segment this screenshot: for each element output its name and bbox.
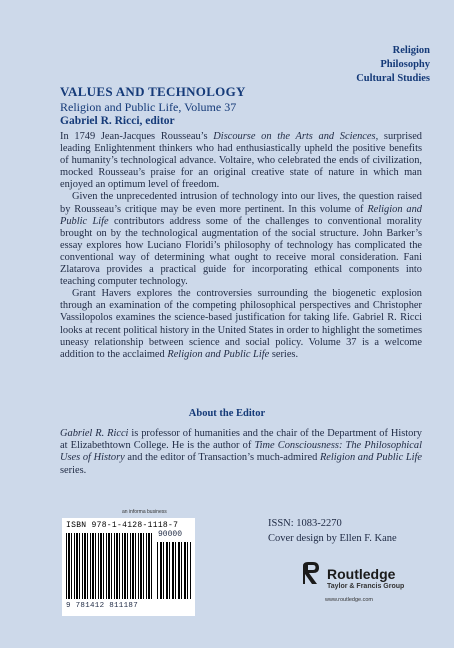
barcode-addon-bars xyxy=(157,542,191,599)
publisher-tagline: Taylor & Francis Group xyxy=(327,583,405,590)
book-editor: Gabriel R. Ricci, editor xyxy=(60,115,175,127)
p1-text-c: , surprised leading Enlightenment thinkers who had enthusiastically upheld the positive benefits of humanity’s technological advance. Voltaire, who celebrated the ends of civilization, mocked Rousseau’s praise for an original creative state of nature in which man enjoyed an optimum level of freedom. xyxy=(60,131,422,191)
paragraph-1 xyxy=(60,131,422,191)
p2-italic-title: Religion and Public Life xyxy=(60,203,422,227)
issn: ISSN: 1083-2270 xyxy=(268,518,342,529)
p3-text-c: series. xyxy=(269,348,299,360)
p3-text-a: Grant Havers explores the controversies surrounding the biogenetic explosion through an examination of the competing philosophical perspectives and Christopher Vassilopolos examines the science-based justification for taking life. Gabriel R. Ricci looks at recent political history in the United States in order to highlight the sometimes uneasy relationship between science and social policy. Volume 37 is a welcome addition to the acclaimed xyxy=(60,288,422,360)
about-book-title: Time Consciousness: The Philosophical Uses of History xyxy=(60,440,423,464)
barcode-bars xyxy=(66,533,154,599)
about-editor-text xyxy=(60,428,422,477)
category-religion: Religion xyxy=(392,45,430,56)
p2-text-a: Given the unprecedented intrusion of technology into our lives, the question raised by Rousseau’s critique may be even more pertinent. In this volume of xyxy=(60,191,422,215)
p2-text-c: contributors address some of the challenges to conventional morality brought on by the technological augmentation of the social structure. John Barker’s essay explores how Luciano Floridi’s philosophy of technology has complicated the conventional way of determining what ought to receive moral consideration. Fani Zlatarova provides a practical guide for incorporating ethical components into teaching computer technology. xyxy=(60,215,423,288)
p3-italic-title: Religion and Public Life xyxy=(167,348,270,360)
routledge-logo-icon xyxy=(300,560,322,586)
category-philosophy: Philosophy xyxy=(380,59,430,70)
about-text-f: series. xyxy=(60,464,87,476)
paragraph-3 xyxy=(60,288,422,361)
about-series-title: Religion and Public Life xyxy=(319,452,422,464)
informa-label: an informa business xyxy=(122,509,167,515)
about-name: Gabriel R. Ricci xyxy=(60,428,129,439)
about-editor-heading: About the Editor xyxy=(188,408,266,419)
cover-design-credit: Cover design by Ellen F. Kane xyxy=(268,533,397,544)
p1-italic-title: Discourse on the Arts and Sciences xyxy=(213,131,376,142)
barcode-price-code: 90000 xyxy=(158,530,183,539)
barcode-isbn: ISBN 978-1-4128-1118-7 xyxy=(66,521,179,530)
subject-categories xyxy=(356,44,430,86)
category-cultural-studies: Cultural Studies xyxy=(356,73,430,84)
publisher-url: www.routledge.com xyxy=(325,597,373,603)
about-text-b: is professor of humanities and the chair of the Department of History at Elizabethtown College. He is the author of xyxy=(60,428,422,452)
description xyxy=(60,131,422,361)
about-text-d: and the editor of Transaction’s much-admired xyxy=(124,452,320,464)
book-subtitle: Religion and Public Life, Volume 37 xyxy=(60,100,237,114)
publisher-name: Routledge xyxy=(327,566,396,582)
isbn-barcode xyxy=(62,518,195,616)
paragraph-2 xyxy=(60,191,422,288)
barcode-number: 9 781412 811187 xyxy=(66,602,139,610)
book-title: VALUES AND TECHNOLOGY xyxy=(60,84,246,99)
p1-text-a: In 1749 Jean-Jacques Rousseau’s xyxy=(60,131,214,142)
